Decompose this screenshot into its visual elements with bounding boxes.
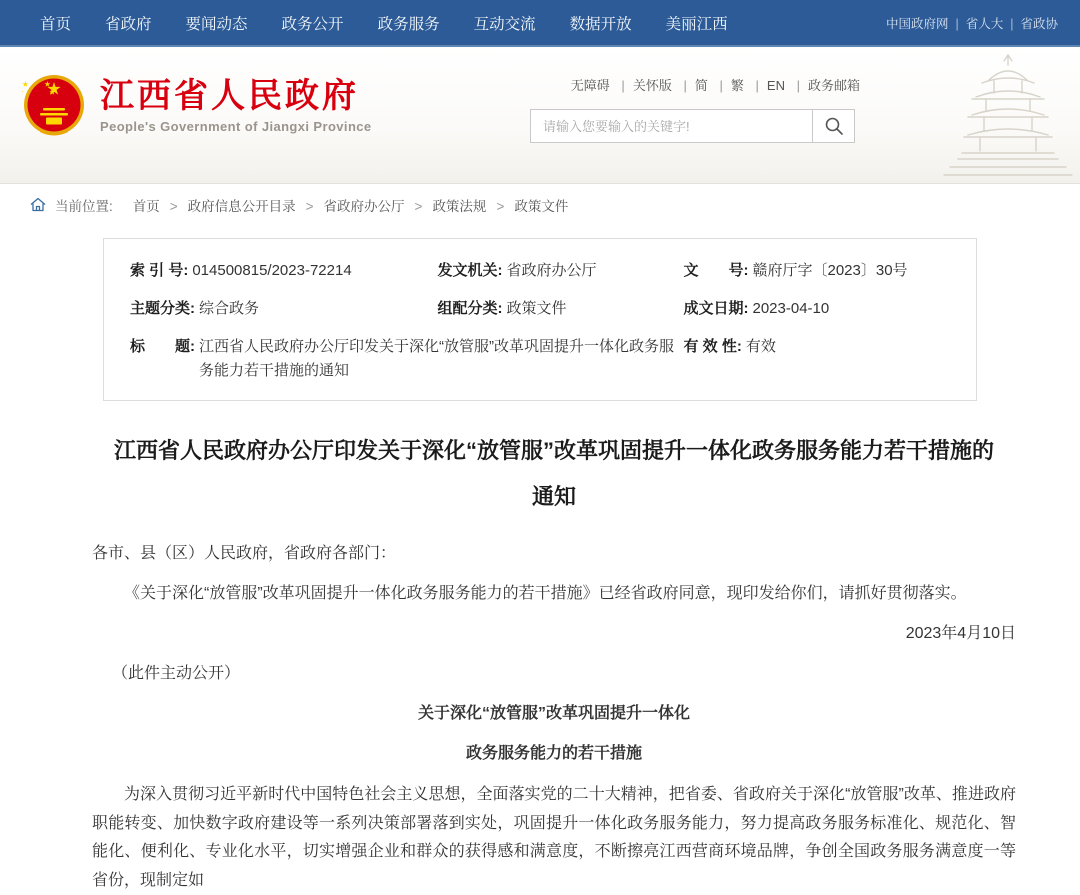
meta-index-number: 索 引 号: 014500815/2023-72214 (130, 262, 352, 279)
meta-validity: 有 效 性: 有效 (683, 338, 776, 355)
external-gov-links (886, 14, 1058, 32)
nav-item-open-data[interactable]: 数据开放 (569, 15, 632, 33)
salutation: 各市、县（区）人民政府，省政府各部门： (92, 545, 397, 562)
crumb-home[interactable]: 首页 (132, 198, 160, 214)
quick-links (530, 75, 860, 94)
breadcrumb (0, 184, 1080, 225)
crumb-policies-regulations[interactable]: > 政策法规 (405, 195, 487, 215)
meta-group-category: 组配分类: 政策文件 (437, 300, 567, 317)
nav-item-provincial-gov[interactable]: 省政府 (105, 15, 152, 33)
site-name: 江西省人民政府 (100, 77, 359, 115)
nav-item-beautiful-jiangxi[interactable]: 美丽江西 (665, 15, 728, 33)
link-traditional[interactable]: | 繁 (711, 78, 743, 93)
link-provincial-congress[interactable]: | 省人大 (948, 14, 1003, 32)
site-header (0, 47, 1080, 184)
top-navigation (0, 0, 1080, 47)
nav-item-gov-services[interactable]: 政务服务 (377, 15, 440, 33)
document-body (92, 428, 1016, 895)
measures-intro-paragraph: 为深入贯彻习近平新时代中国特色社会主义思想，全面落实党的二十大精神，把省委、省政府关于深化“放管服”改革、推进政府职能转变、加快数字政府建设等一系列决策部署落到实处，巩固提升一体化政务服务能力，努力提高政务服务标准化、规范化、智能化、便利化、专业化水平，切实增强企业和群众的获得感和满意度，不断擦亮江西营商环境品牌，争创全国政务服务满意度一等省份，现制定如 (92, 786, 1016, 889)
pavilion-sketch (942, 53, 1074, 185)
breadcrumb-label: 当前位置: (55, 198, 113, 214)
search-icon (824, 116, 844, 136)
nav-item-interaction[interactable]: 互动交流 (473, 15, 536, 33)
meta-document-number: 文 号: 赣府厅字〔2023〕30号 (683, 262, 908, 279)
search-input[interactable] (531, 110, 812, 142)
meta-topic-category: 主题分类: 综合政务 (130, 300, 260, 317)
link-accessibility[interactable]: 无障碍 (570, 78, 610, 93)
meta-written-date: 成文日期: 2023-04-10 (683, 300, 830, 317)
nav-item-news[interactable]: 要闻动态 (185, 15, 248, 33)
link-care-version[interactable]: | 关怀版 (613, 78, 671, 93)
link-china-gov[interactable]: 中国政府网 (885, 16, 949, 31)
document-title: 江西省人民政府办公厅印发关于深化“放管服”改革巩固提升一体化政务服务能力若干措施的通知 (113, 438, 994, 509)
disclosure-note: （此件主动公开） (112, 665, 241, 682)
search-bar (530, 109, 855, 143)
document-meta-box (103, 238, 977, 401)
link-english[interactable]: | EN (748, 78, 785, 93)
main-menu (40, 12, 728, 34)
link-provincial-cppcc[interactable]: | 省政协 (1003, 14, 1058, 32)
crumb-policy-documents[interactable]: > 政策文件 (486, 195, 568, 215)
document-date: 2023年4月10日 (905, 625, 1016, 642)
measures-subtitle-line2: 政务服务能力的若干措施 (465, 745, 642, 762)
home-icon (30, 197, 46, 212)
crumb-gov-info-directory[interactable]: > 政府信息公开目录 (160, 195, 296, 215)
link-simplified[interactable]: | 简 (675, 78, 707, 93)
site-name-english: People's Government of Jiangxi Province (100, 119, 372, 134)
site-logo[interactable] (22, 73, 372, 137)
national-emblem-icon (22, 73, 86, 137)
nav-item-home[interactable]: 首页 (40, 15, 72, 33)
link-gov-mail[interactable]: | 政务邮箱 (789, 78, 860, 93)
meta-issuing-agency: 发文机关: 省政府办公厅 (437, 262, 597, 279)
meta-title: 标 题: 江西省人民政府办公厅印发关于深化“放管服”改革巩固提升一体化政务服务能力若干措施的通知 (130, 338, 674, 379)
crumb-general-office[interactable]: > 省政府办公厅 (296, 195, 405, 215)
measures-subtitle-line1: 关于深化“放管服”改革巩固提升一体化 (417, 705, 690, 722)
nav-item-gov-affairs-open[interactable]: 政务公开 (281, 15, 344, 33)
forwarding-paragraph: 《关于深化“放管服”改革巩固提升一体化政务服务能力的若干措施》已经省政府同意，现印发给你们，请抓好贯彻落实。 (124, 585, 967, 602)
search-button[interactable] (812, 110, 854, 142)
